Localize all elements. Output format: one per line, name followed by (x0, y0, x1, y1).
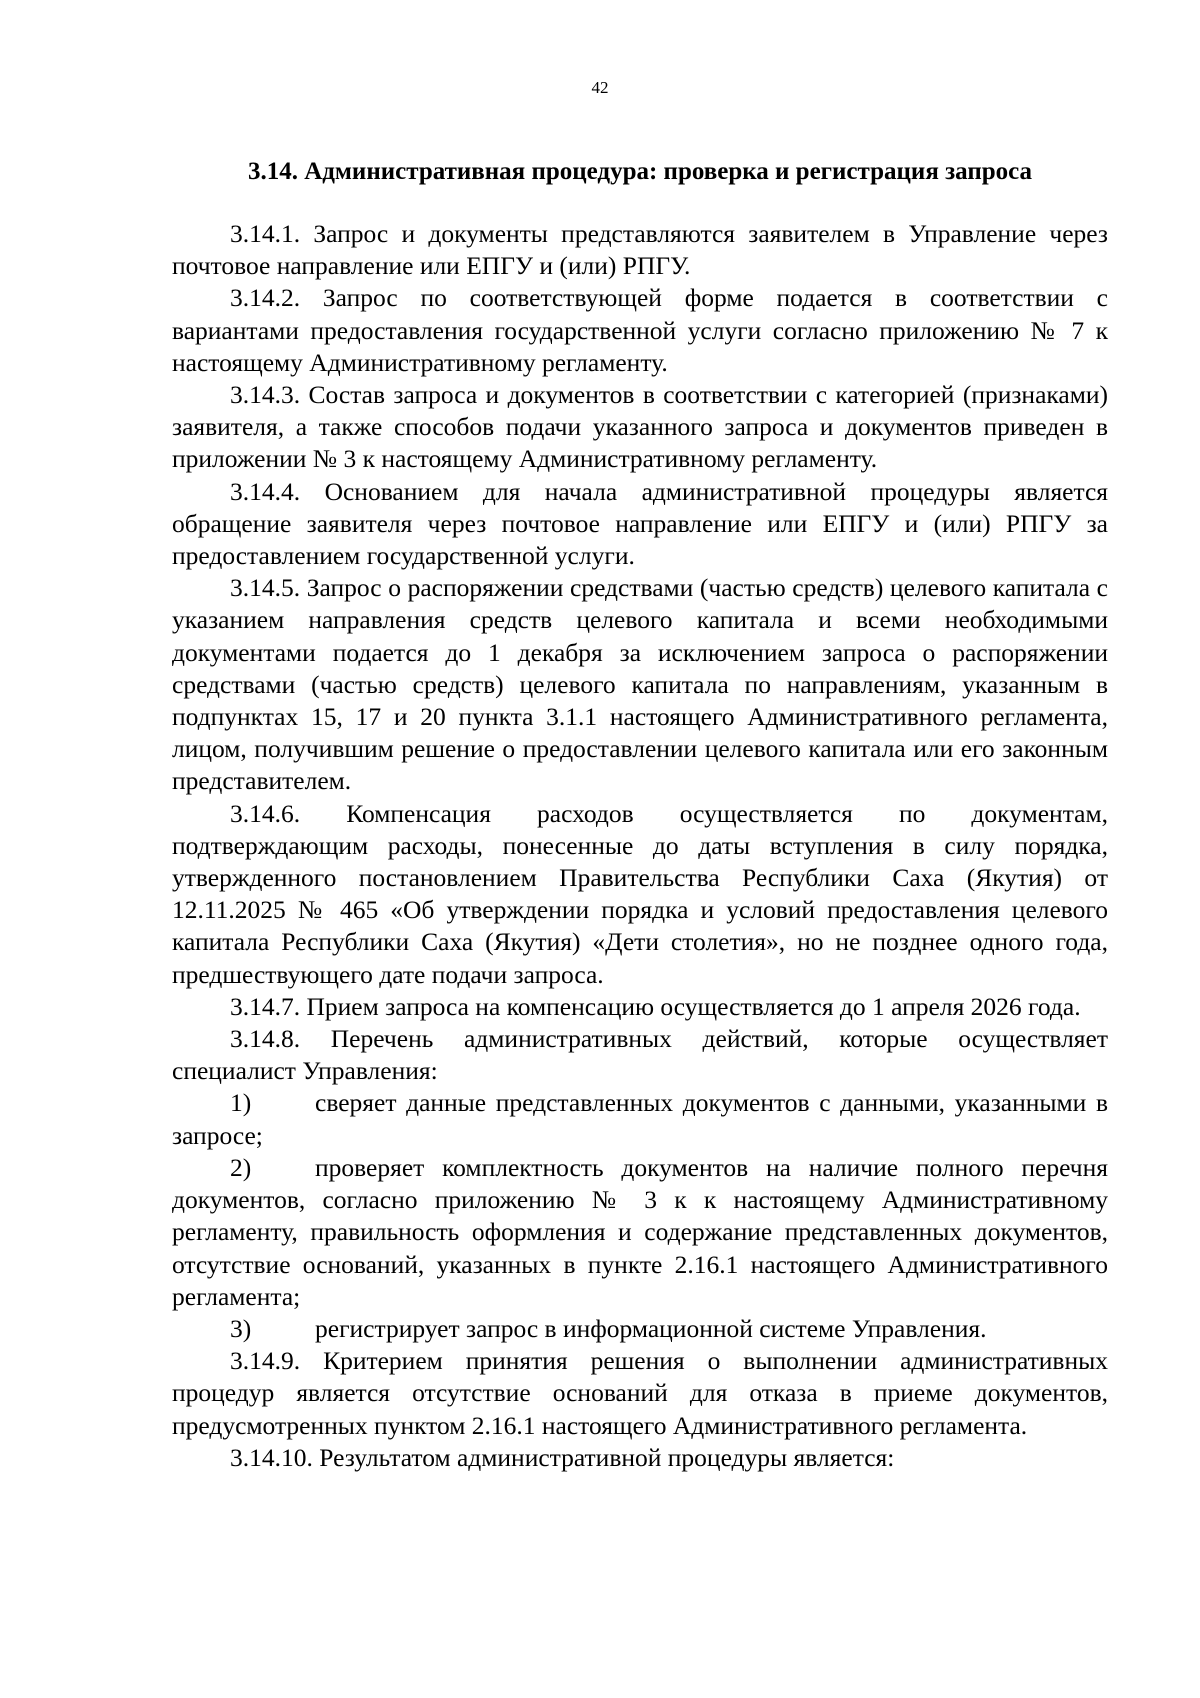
list-item (172, 1152, 1108, 1313)
paragraph-3-14-2: 3.14.2. Запрос по соответствующей форме подается в соответствии с вариантами предоставления государственной услуги согласно приложению № 7 к настоящему Административному регламенту. (172, 283, 1108, 377)
document-body (172, 218, 1108, 1474)
list-item-number: 3) (230, 1313, 252, 1343)
list-item-number: 1) (230, 1088, 252, 1118)
list-item (172, 1313, 1108, 1345)
paragraph-3-14-3: 3.14.3. Состав запроса и документов в соответствии с категорией (признаками) заявителя, а также способов подачи указанного запроса и документов приведен в приложении № 3 к настоящему Административному регламенту. (172, 380, 1108, 474)
list-item-text: проверяет комплектность документов на наличие полного перечня документов, согласно приложению № 3 к к настоящему Административному регламенту, правильность оформления и содержание представленных документов, отсутствие оснований, указанных в пункте 2.16.1 настоящего Административного регламента; (172, 1152, 1108, 1311)
paragraph-3-14-9: 3.14.9. Критерием принятия решения о выполнении административных процедур является отсутствие оснований для отказа в приеме документов, предусмотренных пунктом 2.16.1 настоящего Административного регламента. (172, 1346, 1108, 1440)
paragraph-3-14-1: 3.14.1. Запрос и документы представляются заявителем в Управление через почтовое направление или ЕПГУ и (или) РПГУ. (172, 219, 1108, 281)
paragraph-3-14-6: 3.14.6. Компенсация расходов осуществляется по документам, подтверждающим расходы, понесенные до даты вступления в силу порядка, утвержденного постановлением Правительства Республики Саха (Якутия) от 12.11.2025 № 465 «Об утверждении порядка и условий предоставления целевого капитала Республики Саха (Якутия) «Дети столетия», но не позднее одного года, предшествующего дате подачи запроса. (172, 798, 1108, 989)
paragraph-3-14-7: 3.14.7. Прием запроса на компенсацию осуществляется до 1 апреля 2026 года. (230, 991, 1081, 1021)
list-item-number: 2) (230, 1152, 252, 1182)
paragraph-3-14-4: 3.14.4. Основанием для начала административной процедуры является обращение заявителя через почтовое направление или ЕПГУ и (или) РПГУ за предоставлением государственной услуги. (172, 476, 1108, 571)
paragraph-3-14-8: 3.14.8. Перечень административных действий, которые осуществляет специалист Управления: (172, 1024, 1108, 1086)
paragraph-3-14-5: 3.14.5. Запрос о распоряжении средствами (частью средств) целевого капитала с указанием направления средств целевого капитала и всеми необходимыми документами подается до 1 декабря за исключением запроса о распоряжении средствами (частью средств) целевого капитала по направлениям, указанным в подпунктах 15, 17 и 20 пункта 3.1.1 настоящего Административного регламента, лицом, получившим решение о предоставлении целевого капитала или его законным представителем. (172, 573, 1108, 796)
list-item-text: сверяет данные представленных документов с данными, указанными в запросе; (172, 1088, 1108, 1150)
paragraph-3-14-10: 3.14.10. Результатом административной процедуры является: (230, 1442, 895, 1472)
page-number: 42 (591, 78, 609, 97)
list-item-text: регистрирует запрос в информационной системе Управления. (315, 1313, 987, 1343)
section-title: 3.14. Административная процедура: проверка и регистрация запроса (247, 158, 1033, 185)
list-item (172, 1087, 1108, 1151)
